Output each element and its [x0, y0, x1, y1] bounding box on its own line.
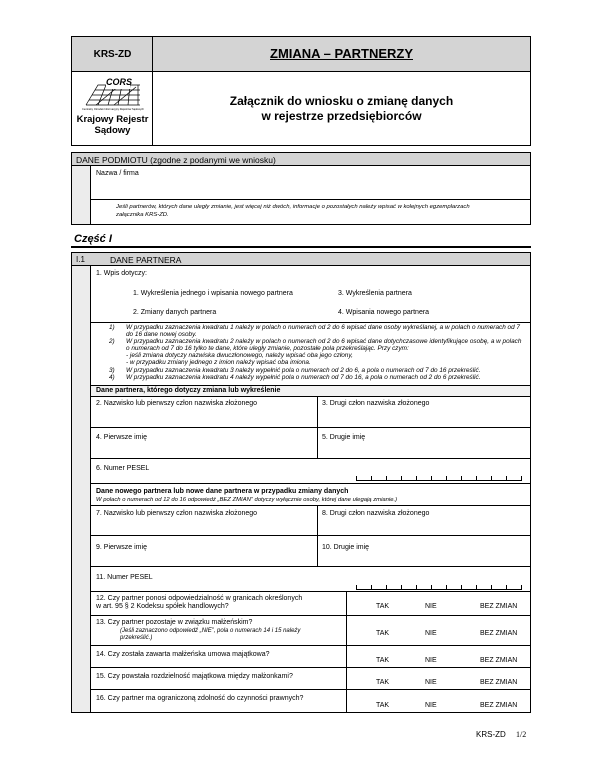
option-4[interactable]: 4. Wpisania nowego partnera — [338, 309, 430, 316]
instruction-line: o numerach od 7 do 16 tylko te dane, które uległy zmianie, pozostałe pola przekreślając. Przy czym: — [126, 345, 409, 352]
section-number: I.1 — [76, 255, 85, 264]
instructions — [91, 324, 530, 386]
footer-page: 1/2 — [516, 730, 527, 739]
pesel-boxes-new[interactable] — [356, 585, 522, 590]
q14-text: 14. Czy została zawarta małżeńska umowa majątkowa? — [96, 651, 270, 658]
q13-text: 13. Czy partner pozostaje w związku małżeńskim? — [96, 619, 253, 626]
q14-yes[interactable]: TAK — [376, 657, 390, 664]
instruction-line: W przypadku zaznaczenia kwadratu 1 należy w polach o numerach od 2 do 6 wpisać dane osoby wykreślanej, a w polach o numerach od 7 — [126, 324, 520, 331]
instruction-line: W przypadku zaznaczenia kwadratu 2 należy w polach o numerach od 2 do 6 wpisać dane dotychczasowe identyfikujące osobę, a w polach — [126, 338, 522, 345]
field-4[interactable] — [91, 428, 318, 459]
field-5-label: 5. Drugie imię — [322, 434, 366, 441]
field-3-label: 3. Drugi człon nazwiska złożonego — [322, 400, 430, 407]
option-1[interactable]: 1. Wykreślenia jednego i wpisania nowego partnera — [133, 290, 293, 297]
field-11-label: 11. Numer PESEL — [96, 574, 153, 581]
field-9[interactable] — [91, 536, 318, 567]
field-9-label: 9. Pierwsze imię — [96, 544, 147, 551]
q14-no[interactable]: NIE — [425, 657, 437, 664]
instruction-line: W przypadku zaznaczenia kwadratu 3 należy wypełnić pola o numerach od 2 do 6, a pola o numerach od 7 do 16 przekreślić. — [126, 367, 481, 374]
part-label: Część I — [74, 233, 112, 245]
q12-text: 12. Czy partner ponosi odpowiedzialność w granicach określonych — [96, 595, 303, 602]
field-6-label: 6. Numer PESEL — [96, 465, 150, 472]
q12-no[interactable]: NIE — [425, 603, 437, 610]
footer-code: KRS-ZD — [476, 730, 506, 739]
part-underline — [71, 246, 531, 248]
field-7-label: 7. Nazwisko lub pierwszy człon nazwiska złożonego — [96, 510, 258, 517]
new-partner-heading: Dane nowego partnera lub nowe dane partnera w przypadku zmiany danych — [96, 488, 349, 495]
form-subtitle-1: Załącznik do wniosku o zmianę danych — [229, 94, 454, 108]
q16-text: 16. Czy partner ma ograniczoną zdolność do czynności prawnych? — [96, 695, 304, 702]
q16-yes[interactable]: TAK — [376, 702, 390, 709]
instruction-line: - w przypadku zmiany jednego z imion należy wpisać oba imiona. — [126, 359, 311, 366]
field-10-label: 10. Drugie imię — [322, 544, 370, 551]
q15-no[interactable]: NIE — [425, 679, 437, 686]
logo-text: CORS — [106, 77, 133, 87]
q13-yes[interactable]: TAK — [376, 630, 390, 637]
instruction-line: W przypadku zaznaczenia kwadratu 4 należy wypełnić pola o numerach od 7 do 16, a pola o numerach od 2 do 6 przekreślić. — [126, 374, 481, 381]
form-subtitle-2: w rejestrze przedsiębiorców — [261, 109, 422, 123]
q15-unchanged[interactable]: BEZ ZMIAN — [480, 679, 518, 686]
option-3[interactable]: 3. Wykreślenia partnera — [338, 290, 412, 297]
q16-unchanged[interactable]: BEZ ZMIAN — [480, 702, 518, 709]
option-2[interactable]: 2. Zmiany danych partnera — [133, 309, 217, 316]
logo-small-text: Centralny Ośrodek Informacyjny Rejestrów Sądowych — [82, 108, 144, 111]
q15-text: 15. Czy powstała rozdzielność majątkowa między małżonkami? — [96, 673, 293, 680]
field-2-label: 2. Nazwisko lub pierwszy człon nazwiska złożonego — [96, 400, 258, 407]
entity-note-1: Jeśli partnerów, których dane uległy zmianie, jest więcej niż dwóch, informacje o pozostałych należy wpisać w kolejnych egzemplarzach — [116, 204, 470, 210]
q12-text-2: w art. 95 § 2 Kodeksu spółek handlowych? — [96, 603, 229, 610]
registry-name-1: Krajowy Rejestr — [76, 114, 149, 125]
q12-unchanged[interactable]: BEZ ZMIAN — [480, 603, 518, 610]
pesel-boxes-old[interactable] — [356, 476, 522, 481]
field-4-label: 4. Pierwsze imię — [96, 434, 147, 441]
registry-name-2: Sądowy — [94, 125, 131, 136]
section-title: DANE PARTNERA — [110, 255, 182, 265]
instruction-line: 3) — [109, 367, 115, 374]
form-code: KRS-ZD — [93, 49, 132, 60]
instruction-line: 2) — [109, 338, 115, 345]
section-left-margin — [72, 266, 91, 712]
instruction-line: do 16 dane nowej osoby. — [126, 331, 197, 338]
entity-left-margin — [72, 166, 91, 224]
q15-yes[interactable]: TAK — [376, 679, 390, 686]
field-8-label: 8. Drugi człon nazwiska złożonego — [322, 510, 430, 517]
instruction-line: 4) — [109, 374, 115, 381]
entity-name-field[interactable] — [91, 166, 530, 200]
entity-name-label: Nazwa / firma — [96, 170, 139, 177]
q14-unchanged[interactable]: BEZ ZMIAN — [480, 657, 518, 664]
q1-label: 1. Wpis dotyczy: — [96, 270, 147, 277]
instruction-line — [109, 324, 115, 332]
field-5[interactable] — [318, 428, 530, 459]
entity-heading: DANE PODMIOTU (zgodne z podanymi we wniosku) — [76, 155, 276, 165]
q13-note: (Jeśli zaznaczono odpowiedź „NIE”, pola o numerach 14 i 15 należy — [120, 628, 301, 634]
q12-yes[interactable]: TAK — [376, 603, 390, 610]
form-title: ZMIANA – PARTNERZY — [270, 46, 413, 61]
q13-no[interactable]: NIE — [425, 630, 437, 637]
entity-note-2: załącznika KRS-ZD. — [116, 212, 169, 218]
field-10[interactable] — [318, 536, 530, 567]
old-partner-heading: Dane partnera, którego dotyczy zmiana lub wykreślenie — [96, 387, 281, 394]
q13-unchanged[interactable]: BEZ ZMIAN — [480, 630, 518, 637]
q13-note-2: przekreślić.) — [120, 635, 153, 641]
new-partner-note: W polach o numerach od 12 do 16 odpowiedź „BEZ ZMIAN” dotyczy wyłącznie osoby, której dane ulegają zmianie.) — [96, 497, 398, 503]
instruction-line: - jeśli zmiana dotyczy nazwiska dwuczłonowego, należy wpisać oba jego człony, — [126, 352, 353, 359]
q16-no[interactable]: NIE — [425, 702, 437, 709]
instruction-number: 1) — [109, 324, 115, 331]
